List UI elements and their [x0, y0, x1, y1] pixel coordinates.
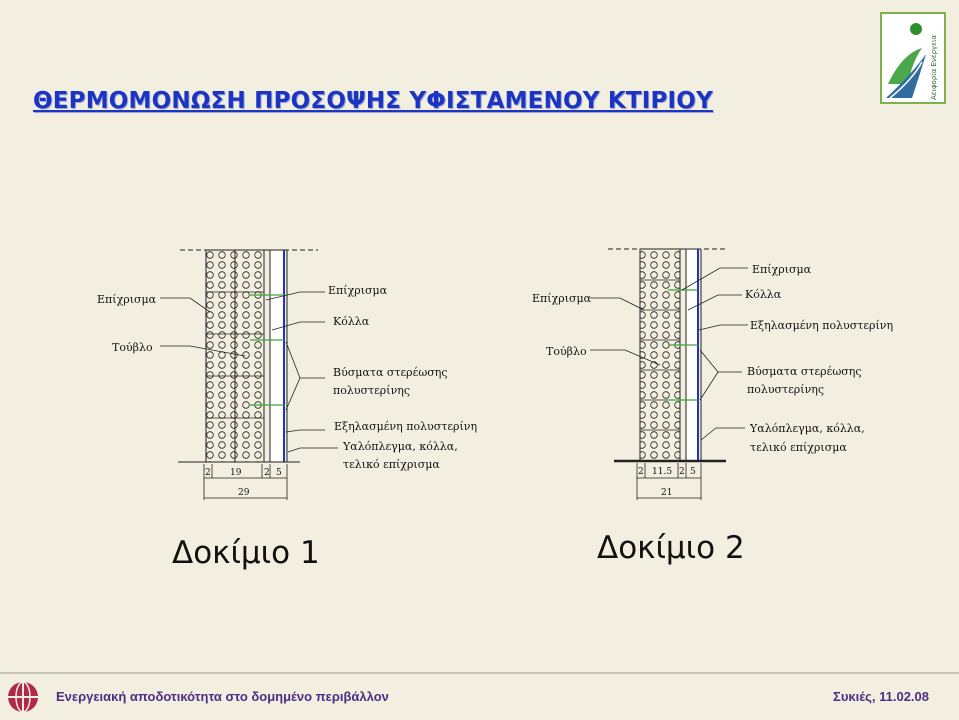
- specimen2-section: [590, 249, 748, 500]
- s1-label-mesh-2: τελικό επίχρισμα: [343, 458, 440, 471]
- s1-dim-d: 5: [276, 468, 282, 478]
- s1-dim-b: 19: [230, 468, 242, 478]
- s2-label-xps: Εξηλασμένη πολυστερίνη: [750, 319, 894, 332]
- s2-dim-c: 2: [679, 467, 685, 477]
- s1-dim-c: 2: [264, 468, 270, 478]
- specimen1-section: [160, 250, 338, 500]
- s2-label-brick: Τούβλο: [546, 345, 587, 358]
- s2-label-mesh-1: Υαλόπλεγμα, κόλλα,: [750, 422, 865, 435]
- s1-label-anchors-1: Βύσματα στερέωσης: [333, 366, 448, 379]
- s2-dim-total: 21: [661, 488, 673, 498]
- s1-label-mesh-1: Υαλόπλεγμα, κόλλα,: [343, 440, 458, 453]
- s2-label-plaster-left: Επίχρισμα: [532, 292, 592, 305]
- s2-dim-b: 11.5: [652, 467, 673, 477]
- s2-label-mesh-2: τελικό επίχρισμα: [750, 441, 847, 454]
- s2-dim-a: 2: [638, 467, 644, 477]
- specimen2-caption: Δοκίμιο 2: [597, 530, 745, 566]
- footer-title: Ενεργειακή αποδοτικότητα στο δομημένο περιβάλλον: [56, 689, 389, 704]
- s1-dim-total: 29: [238, 488, 250, 498]
- s2-label-anchors-1: Βύσματα στερέωσης: [747, 365, 862, 378]
- s1-label-plaster-right: Επίχρισμα: [328, 284, 388, 297]
- s2-label-anchors-2: πολυστερίνης: [747, 383, 825, 396]
- footer-date: Συκιές, 11.02.08: [833, 689, 929, 704]
- university-globe-logo-icon: [6, 680, 40, 714]
- page-title: ΘΕΡΜΟΜΟΝΩΣΗ ΠΡΟΣΟΨΗΣ ΥΦΙΣΤΑΜΕΝΟΥ ΚΤΙΡΙΟΥ: [33, 88, 713, 114]
- s2-dim-d: 5: [690, 467, 696, 477]
- s1-label-plaster-left: Επίχρισμα: [97, 293, 157, 306]
- s1-label-glue: Κόλλα: [333, 315, 370, 328]
- s1-dim-a: 2: [205, 468, 211, 478]
- s1-label-xps: Εξηλασμένη πολυστερίνη: [334, 420, 478, 433]
- s2-label-glue: Κόλλα: [745, 288, 782, 301]
- footer-divider: [0, 672, 959, 674]
- logo-text: Αειφορία Ενέργεια: [930, 35, 938, 100]
- s1-label-brick: Τούβλο: [112, 341, 153, 354]
- s1-label-anchors-2: πολυστερίνης: [333, 384, 411, 397]
- s2-label-plaster-right: Επίχρισμα: [752, 263, 812, 276]
- specimen1-caption: Δοκίμιο 1: [172, 535, 320, 571]
